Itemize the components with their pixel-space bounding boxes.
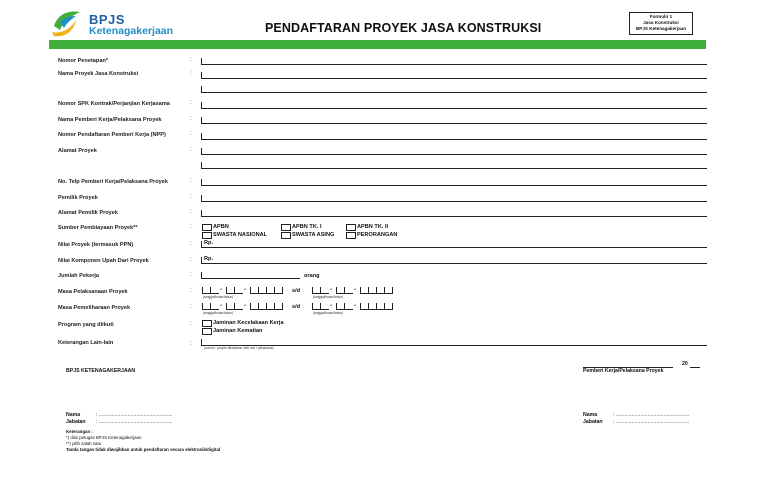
- checkbox-swasta-asing[interactable]: [281, 232, 291, 239]
- logo-wordmark: BPJS: [89, 12, 125, 27]
- label-keterangan-lain: Keterangan Lain-lain: [58, 340, 114, 346]
- label-sumber-pembiayaan: Sumber Pembiayaan Proyek**: [58, 225, 138, 231]
- colon: :: [190, 116, 192, 122]
- option-swasta-nasional: SWASTA NASIONAL: [213, 232, 268, 238]
- option-apbn: APBN: [213, 224, 229, 230]
- colon: :: [190, 304, 192, 310]
- option-apbn-tk2: APBN TK. II: [357, 224, 389, 230]
- input-jumlah-pekerja[interactable]: [201, 272, 300, 279]
- input-nomor-spk[interactable]: [201, 102, 707, 109]
- label-nomor-penetapan: Nomor Penetapan*: [58, 58, 109, 64]
- label-nama-pemberi-kerja: Nama Pemberi Kerja/Pelaksana Proyek: [58, 117, 162, 123]
- unit-orang: orang: [304, 273, 320, 279]
- checkbox-jkk[interactable]: [202, 320, 212, 327]
- colon: :: [190, 147, 192, 153]
- input-nomor-penetapan[interactable]: [201, 58, 707, 65]
- date-hint: (tanggal/bulan/tahun): [313, 311, 344, 315]
- checkbox-jkm[interactable]: [202, 328, 212, 335]
- input-nomor-npp[interactable]: [201, 133, 707, 140]
- input-nilai-proyek[interactable]: [201, 241, 707, 248]
- label-masa-pemeliharaan: Masa Pemeliharaan Proyek: [58, 305, 131, 311]
- signature-right-org: Pemberi Kerja/Pelaksana Proyek: [583, 368, 664, 374]
- input-telp-pemberi-kerja[interactable]: [201, 179, 707, 186]
- colon: :: [190, 57, 192, 63]
- colon: :: [190, 194, 192, 200]
- label-nilai-proyek: Nilai Proyek (termasuk PPN): [58, 242, 134, 248]
- signature-left-org: BPJS KETENAGAKERJAAN: [66, 368, 136, 374]
- note-2: **) pilih salah satu: [66, 441, 102, 446]
- left-jabatan-label: Jabatan: [66, 419, 86, 425]
- input-nama-proyek-line2[interactable]: [201, 86, 707, 93]
- note-1: *) diisi petugas BPJS Ketenagakerjaan: [66, 435, 142, 440]
- colon: :: [190, 272, 192, 278]
- checkbox-apbn[interactable]: [202, 224, 212, 231]
- page-title: PENDAFTARAN PROYEK JASA KONSTRUKSI: [265, 21, 542, 35]
- colon: :: [190, 70, 192, 76]
- form-number: Formulir 1: [649, 14, 673, 19]
- date-hint: (tanggal/bulan/tahun): [203, 311, 234, 315]
- input-alamat-proyek-line2[interactable]: [201, 162, 707, 169]
- year-line[interactable]: [690, 367, 700, 368]
- form-agency: BPJS Ketenagakerjaan: [635, 25, 687, 31]
- label-nomor-npp: Nomor Pendaftaran Pemberi Kerja (NPP): [58, 132, 166, 138]
- colon: :: [190, 178, 192, 184]
- currency-prefix: Rp.: [204, 240, 214, 246]
- sd-label: s/d: [292, 304, 301, 310]
- header-green-bar: [49, 40, 706, 49]
- colon: :: [190, 131, 192, 137]
- note-3: Tanda tangan tidak diwajibkan untuk pendaftaran secara elektronik/digital: [66, 447, 221, 452]
- date-hint: (tanggal/bulan/tahun): [313, 295, 344, 299]
- checkbox-swasta-nasional[interactable]: [202, 232, 212, 239]
- input-nilai-upah[interactable]: [201, 257, 707, 264]
- input-nama-pemberi-kerja[interactable]: [201, 117, 707, 124]
- colon: :: [190, 224, 192, 230]
- label-jumlah-pekerja: Jumlah Pekerja: [58, 273, 100, 279]
- checkbox-apbn-tk2[interactable]: [346, 224, 356, 231]
- left-jabatan-dots[interactable]: : ...................................................: [96, 419, 173, 425]
- label-nomor-spk: Nomor SPK Kontrak/Perjanjian Kerjasama: [58, 101, 170, 107]
- right-jabatan-dots[interactable]: : ...................................................: [613, 419, 690, 425]
- left-nama-dots[interactable]: : ...................................................: [96, 412, 173, 418]
- label-nama-proyek: Nama Proyek Jasa Konstruksi: [58, 71, 139, 77]
- label-pemilik-proyek: Pemilik Proyek: [58, 195, 98, 201]
- label-program: Program yang diikuti: [58, 322, 114, 328]
- date-start-pemeliharaan[interactable]: - -: [202, 303, 282, 311]
- sd-label: s/d: [292, 288, 301, 294]
- option-perorangan: PERORANGAN: [357, 232, 398, 238]
- checkbox-apbn-tk1[interactable]: [281, 224, 291, 231]
- date-end-pemeliharaan[interactable]: - -: [312, 303, 392, 311]
- input-keterangan-lain[interactable]: [201, 339, 707, 346]
- bpjs-logo-icon: [50, 8, 86, 38]
- colon: :: [190, 341, 192, 347]
- form-category: Jasa Konstruksi: [643, 19, 679, 25]
- right-nama-dots[interactable]: : ...................................................: [613, 412, 690, 418]
- label-alamat-pemilik: Alamat Pemilik Proyek: [58, 210, 119, 216]
- right-nama-label: Nama: [583, 412, 598, 418]
- input-alamat-proyek[interactable]: [201, 148, 707, 155]
- notes-heading: Keterangan :: [66, 429, 93, 434]
- colon: :: [190, 241, 192, 247]
- currency-prefix: Rp.: [204, 256, 214, 262]
- program-jkk: Jaminan Kecelakaan Kerja: [213, 320, 284, 326]
- label-masa-pelaksanaan: Masa Pelaksanaan Proyek: [58, 289, 128, 295]
- colon: :: [190, 321, 192, 327]
- year-prefix: 20: [682, 361, 688, 367]
- colon: :: [190, 100, 192, 106]
- input-alamat-pemilik[interactable]: [201, 210, 707, 217]
- form-label-box: [629, 12, 693, 35]
- colon: :: [190, 209, 192, 215]
- left-nama-label: Nama: [66, 412, 81, 418]
- keterangan-hint: (contoh : proyek dikerjakan oleh sub / pelaksana): [204, 346, 274, 350]
- input-pemilik-proyek[interactable]: [201, 195, 707, 202]
- input-nama-proyek[interactable]: [201, 72, 707, 79]
- date-hint: (tanggal/bulan/tahun): [203, 295, 234, 299]
- label-telp-pemberi-kerja: No. Telp Pemberi Kerja/Pelaksana Proyek: [58, 179, 168, 185]
- right-jabatan-label: Jabatan: [583, 419, 603, 425]
- option-swasta-asing: SWASTA ASING: [292, 232, 335, 238]
- colon: :: [190, 257, 192, 263]
- checkbox-perorangan[interactable]: [346, 232, 356, 239]
- label-nilai-upah: Nilai Komponen Upah Dari Proyek: [58, 258, 149, 264]
- program-jkm: Jaminan Kematian: [213, 328, 263, 334]
- label-alamat-proyek: Alamat Proyek: [58, 148, 97, 154]
- logo-subtitle: Ketenagakerjaan: [89, 25, 174, 37]
- colon: :: [190, 288, 192, 294]
- option-apbn-tk1: APBN TK. I: [292, 224, 322, 230]
- date-end-pelaksanaan[interactable]: - -: [312, 287, 392, 295]
- date-start-pelaksanaan[interactable]: - -: [202, 287, 282, 295]
